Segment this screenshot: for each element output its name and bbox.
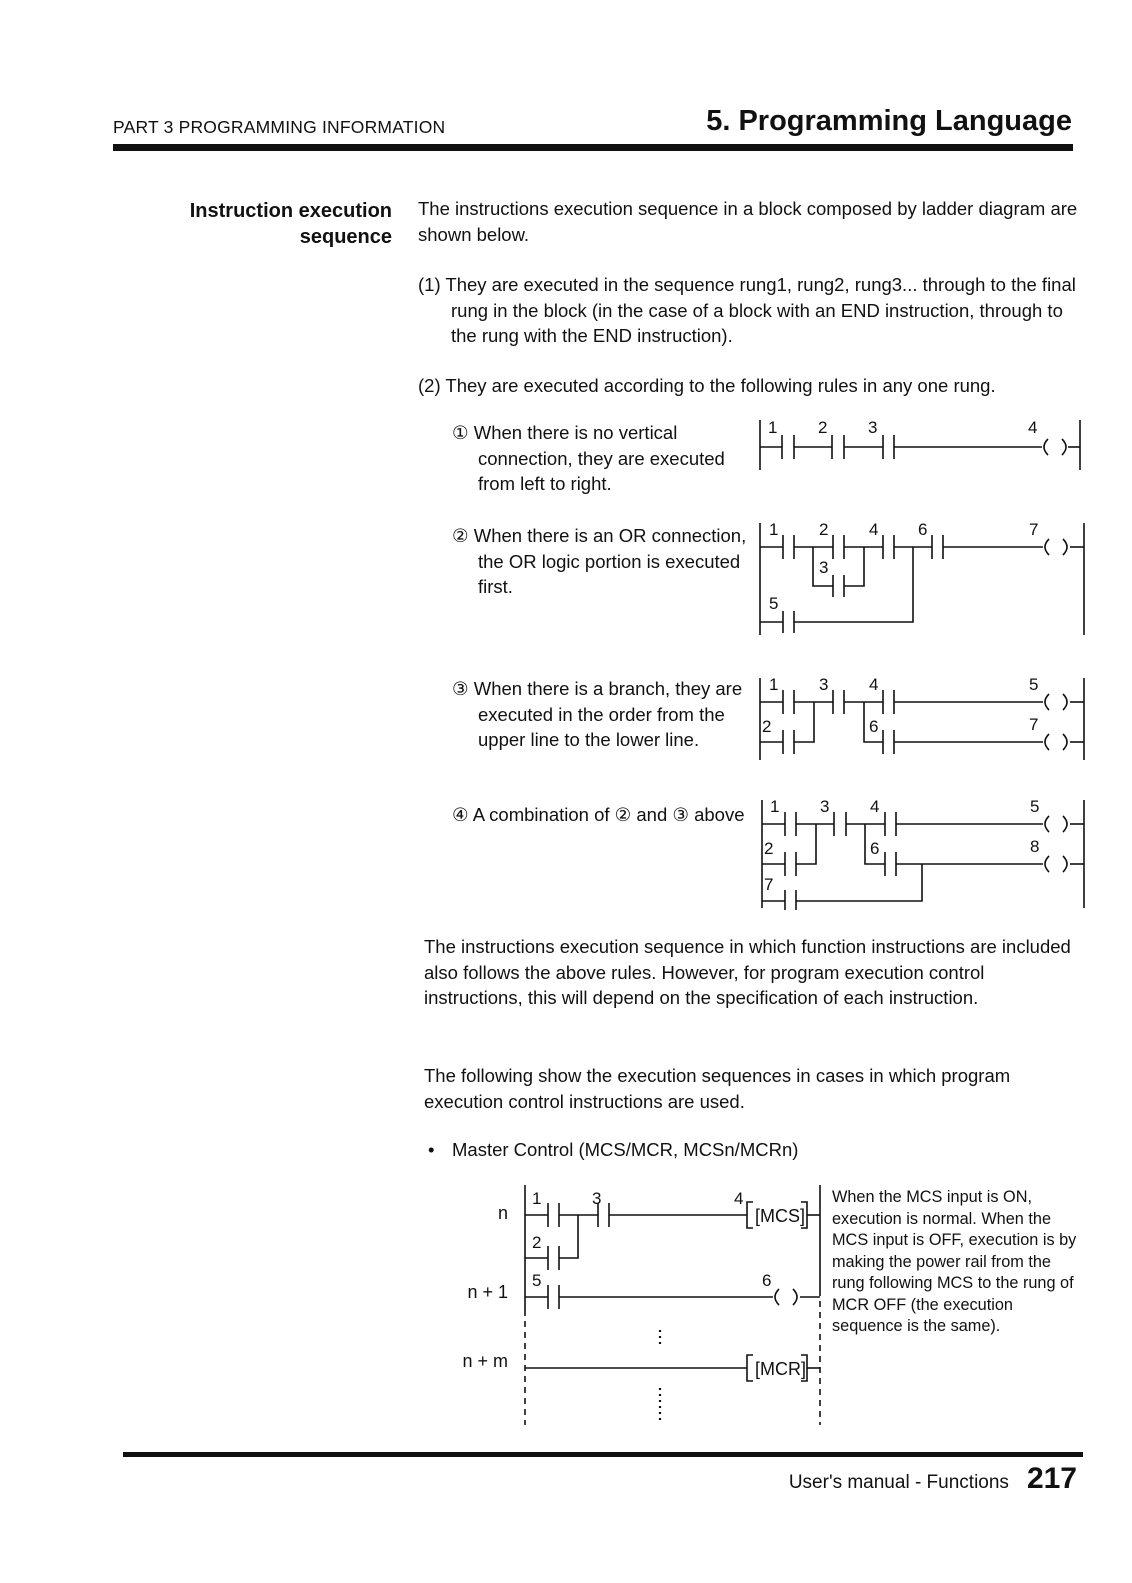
d2-label-5: 5 (769, 594, 779, 613)
rule-2-marker: ② (452, 525, 469, 546)
rung-label-n: n (497, 1203, 508, 1223)
following-paragraph: The following show the execution sequences in cases in which program execution control instructions are used. (424, 1065, 1011, 1112)
rule-1 (452, 420, 763, 497)
d3-label-4: 4 (869, 675, 879, 694)
section-heading-line1: Instruction execution (189, 200, 392, 222)
header-rule (113, 144, 1073, 151)
d3-label-6: 6 (869, 717, 879, 736)
d1-label-3: 3 (868, 418, 878, 437)
rule-3 (452, 676, 763, 753)
d3-label-5: 5 (1029, 675, 1039, 694)
rung-label-n-plus-m: n + m (462, 1351, 508, 1371)
d2-label-6: 6 (918, 520, 928, 539)
function-instructions-paragraph: The instructions execution sequence in which function instructions are included also follows the above rules. However, for program execution control instructions, this will depend on the specification of each instruction. (424, 936, 1071, 1008)
mcs-label-5: 5 (532, 1271, 542, 1290)
d4-label-1: 1 (770, 797, 780, 816)
rule-4 (452, 802, 763, 828)
mcs-label-3: 3 (592, 1189, 602, 1208)
section-heading-line2: sequence (299, 226, 392, 248)
rule-2 (452, 523, 763, 600)
rule-2-text: When there is an OR connection, the OR logic portion is executed first. (473, 525, 747, 597)
mcs-label-6: 6 (762, 1271, 772, 1290)
mcs-label-1: 1 (532, 1189, 542, 1208)
chapter-title: 5. Programming Language (706, 105, 1072, 137)
rule-4-marker: ④ (452, 804, 469, 825)
intro-paragraph: The instructions execution sequence in a block composed by ladder diagram are shown below. (418, 198, 1078, 245)
ladder-diagram-or (740, 505, 1090, 645)
d4-label-5: 5 (1030, 797, 1040, 816)
d4-label-4: 4 (870, 797, 880, 816)
part-label: PART 3 PROGRAMMING INFORMATION (113, 117, 446, 137)
d2-label-3: 3 (819, 558, 829, 577)
ladder-diagram-branch (740, 660, 1090, 760)
mcs-label-2: 2 (532, 1233, 542, 1252)
item-1-text: (1) They are executed in the sequence rung1, rung2, rung3... through to the final rung in the block (in the case of a block with an END instruction, through to the rung with the END instruction). (418, 274, 1076, 346)
item-2-paragraph: (2) They are executed according to the following rules in any one rung. (418, 375, 996, 396)
rule-1-text: When there is no vertical connection, they are executed from left to right. (473, 422, 725, 494)
d2-label-1: 1 (769, 520, 779, 539)
rung-label-n-plus-1: n + 1 (467, 1282, 508, 1302)
ladder-diagram-mcs (515, 1180, 835, 1425)
d4-label-8: 8 (1030, 837, 1040, 856)
rule-3-marker: ③ (452, 678, 469, 699)
footer-rule (123, 1452, 1083, 1457)
d3-label-7: 7 (1029, 715, 1039, 734)
d4-label-6: 6 (870, 839, 880, 858)
d4-label-7: 7 (764, 875, 774, 894)
d4-label-3: 3 (820, 797, 830, 816)
footer (789, 1462, 1077, 1496)
mcs-box-label: [MCS] (755, 1206, 806, 1226)
d2-label-2: 2 (819, 520, 829, 539)
d1-label-4: 4 (1028, 418, 1038, 437)
footer-manual-title: User's manual - Functions (788, 1472, 1009, 1493)
item-1-paragraph (418, 272, 1078, 349)
bullet-dot-icon: • (428, 1139, 435, 1160)
ladder-diagram-series (740, 405, 1090, 475)
page-number: 217 (1026, 1462, 1077, 1495)
d3-label-3: 3 (819, 675, 829, 694)
rule-3-text: When there is a branch, they are executed in the order from the upper line to the lower line. (473, 678, 743, 750)
mcs-explanation: When the MCS input is ON, execution is normal. When the MCS input is OFF, execution is by making the power rail from the rung following MCS to the rung of MCR OFF (the execution sequence is the same). (832, 1188, 1077, 1335)
bullet-master-control (428, 1139, 798, 1161)
section-heading (120, 198, 392, 250)
mcs-label-4: 4 (734, 1189, 744, 1208)
rule-1-marker: ① (452, 422, 469, 443)
d2-label-4: 4 (869, 520, 879, 539)
d1-label-1: 1 (768, 418, 778, 437)
d3-label-1: 1 (769, 675, 779, 694)
d2-label-7: 7 (1029, 520, 1039, 539)
mcr-box-label: [MCR] (755, 1359, 806, 1379)
ladder-diagram-combination (740, 780, 1090, 910)
d4-label-2: 2 (764, 839, 774, 858)
bullet-text: Master Control (MCS/MCR, MCSn/MCRn) (452, 1139, 799, 1160)
rule-4-text: A combination of ② and ③ above (472, 804, 745, 825)
d3-label-2: 2 (762, 717, 772, 736)
d1-label-2: 2 (818, 418, 828, 437)
